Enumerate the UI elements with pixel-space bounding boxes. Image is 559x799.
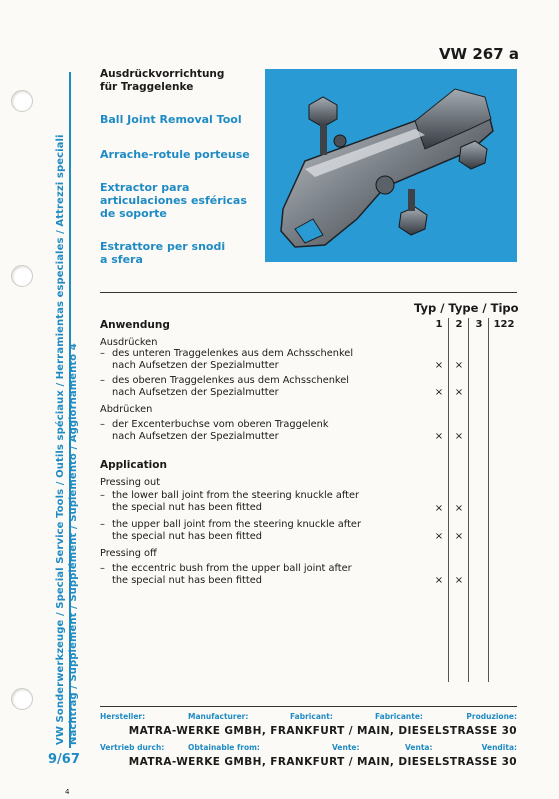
label-vertrieb: Vertrieb durch:: [100, 743, 165, 752]
column-separator: [448, 318, 449, 682]
tool-photo: [265, 69, 517, 262]
side-text: [54, 125, 80, 745]
applies-mark: ×: [434, 503, 444, 514]
applies-mark: ×: [434, 431, 444, 442]
list-dash: –: [100, 563, 105, 574]
list-dash: –: [100, 490, 105, 501]
list-dash: –: [100, 375, 105, 386]
footer-top-rule: [100, 706, 517, 707]
column-type-1: 1: [435, 319, 443, 330]
list-item-line: des unteren Traggelenkes aus dem Achsschenkel: [112, 348, 354, 359]
label-obtainable-from: Obtainable from:: [188, 743, 260, 752]
title-spanish-line3: de soporte: [100, 207, 167, 220]
applies-mark: ×: [434, 387, 444, 398]
list-item: [100, 519, 361, 542]
section-heading-en: Application: [100, 459, 167, 471]
tool-number: VW 267 a: [438, 45, 519, 63]
list-item: [100, 563, 352, 586]
applies-mark: ×: [454, 575, 464, 586]
label-produzione: Produzione:: [466, 712, 517, 721]
title-spanish-line2: articulaciones esféricas: [100, 194, 247, 207]
applies-mark: ×: [434, 531, 444, 542]
group-label: Ausdrücken: [100, 337, 158, 348]
binder-hole-bottom: [11, 688, 33, 710]
list-item-line: the special nut has been fitted: [112, 530, 262, 542]
manufacturer-labels: [100, 712, 517, 722]
list-item: [100, 375, 350, 398]
page-number: 4: [65, 788, 70, 796]
column-type-2: 2: [455, 319, 463, 330]
label-venta: Venta:: [405, 743, 433, 752]
issue-date: 9/67: [48, 752, 80, 767]
column-separator: [468, 318, 469, 682]
label-vendita: Vendita:: [481, 743, 517, 752]
title-italian: [100, 240, 225, 266]
side-text-line2: Nachtrag / Supplement / Supplément / Suplemento / Aggiornamento 4: [68, 343, 79, 745]
group-label: Pressing off: [100, 548, 157, 559]
ball-joint-removal-tool-icon: [265, 69, 517, 262]
applies-mark: ×: [454, 387, 464, 398]
label-fabricant: Fabricant:: [290, 712, 333, 721]
title-italian-line2: a sfera: [100, 253, 143, 266]
title-spanish-line1: Extractor para: [100, 181, 190, 194]
table-top-rule: [100, 292, 517, 293]
list-item-line: nach Aufsetzen der Spezialmutter: [112, 430, 279, 442]
title-german-line1: Ausdrückvorrichtung: [100, 68, 225, 80]
type-header: Typ / Type / Tipo: [414, 301, 519, 315]
list-item-line: the special nut has been fitted: [112, 501, 262, 513]
group-label: Pressing out: [100, 477, 161, 488]
list-item: [100, 490, 360, 513]
list-item-line: the eccentric bush from the upper ball joint after: [112, 563, 352, 574]
binder-hole-top: [11, 90, 33, 112]
binder-hole-middle: [11, 265, 33, 287]
side-text-line1: VW Sonderwerkzeuge / Special Service Tools / Outils spéciaux / Herramientas especiales / Attrezzi speciali: [55, 134, 66, 745]
distributor-labels: [100, 743, 517, 753]
list-item-line: the special nut has been fitted: [112, 574, 262, 586]
list-dash: –: [100, 419, 105, 430]
label-vente: Vente:: [332, 743, 360, 752]
list-item-line: des oberen Traggelenkes aus dem Achsschenkel: [112, 375, 350, 386]
title-french: Arrache-rotule porteuse: [100, 148, 250, 161]
distributor-company: MATRA-WERKE GMBH, FRANKFURT / MAIN, DIESELSTRASSE 30: [128, 756, 517, 768]
list-item-line: der Excenterbuchse vom oberen Traggelenk: [112, 419, 329, 430]
group-label: Abdrücken: [100, 404, 153, 415]
title-german: [100, 68, 224, 94]
applies-mark: ×: [454, 531, 464, 542]
list-dash: –: [100, 519, 105, 530]
title-spanish: [100, 181, 247, 220]
title-german-line2: für Traggelenke: [100, 81, 194, 93]
column-type-3: 3: [475, 319, 483, 330]
section-heading-de: Anwendung: [100, 319, 170, 331]
title-italian-line1: Estrattore per snodi: [100, 240, 226, 253]
list-item-line: the lower ball joint from the steering knuckle after: [112, 490, 360, 501]
list-item-line: nach Aufsetzen der Spezialmutter: [112, 359, 279, 371]
applies-mark: ×: [454, 503, 464, 514]
applies-mark: ×: [454, 431, 464, 442]
column-type-122: 122: [493, 319, 515, 330]
applies-mark: ×: [454, 360, 464, 371]
column-separator: [488, 318, 489, 682]
list-dash: –: [100, 348, 105, 359]
label-fabricante: Fabricante:: [375, 712, 423, 721]
list-item-line: the upper ball joint from the steering knuckle after: [112, 519, 361, 530]
applies-mark: ×: [434, 360, 444, 371]
list-item-line: nach Aufsetzen der Spezialmutter: [112, 386, 279, 398]
list-item: [100, 419, 329, 442]
title-english: Ball Joint Removal Tool: [100, 113, 242, 126]
applies-mark: ×: [434, 575, 444, 586]
label-hersteller: Hersteller:: [100, 712, 146, 721]
list-item: [100, 348, 354, 371]
label-manufacturer: Manufacturer:: [188, 712, 249, 721]
manufacturer-company: MATRA-WERKE GMBH, FRANKFURT / MAIN, DIESELSTRASSE 30: [128, 725, 517, 737]
